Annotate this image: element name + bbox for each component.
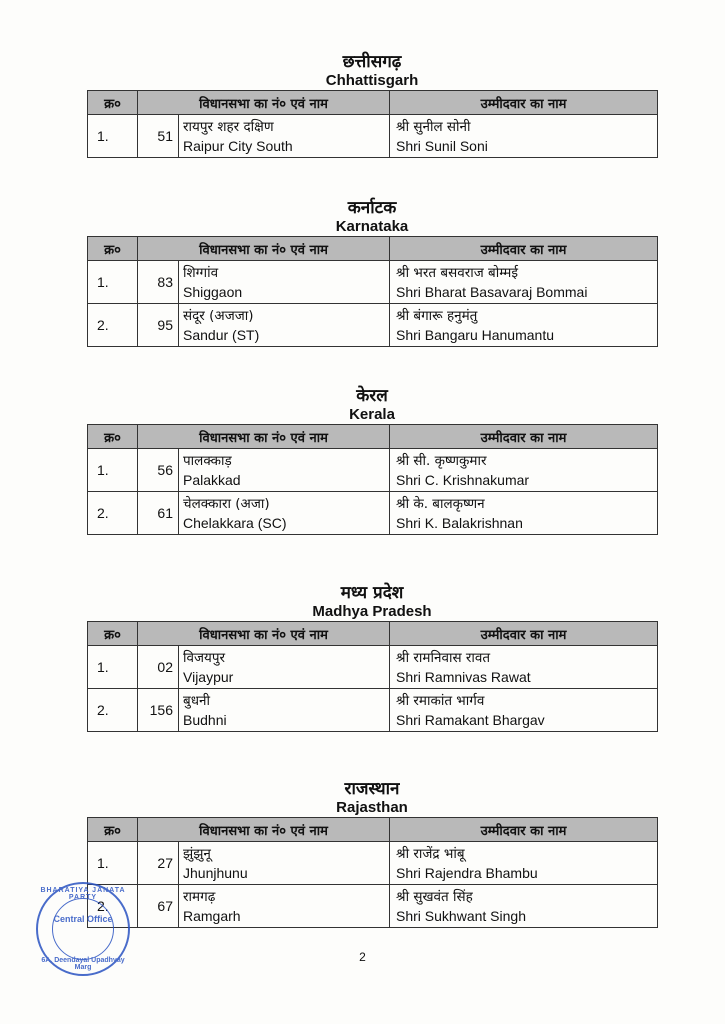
table-header-row	[88, 237, 658, 261]
header-candidate: उम्मीदवार का नाम	[390, 425, 658, 449]
constituency-name	[179, 689, 390, 732]
candidate-name-english: Shri Bharat Basavaraj Bommai	[396, 284, 588, 300]
serial-cell: 1.	[88, 842, 138, 885]
header-candidate: उम्मीदवार का नाम	[390, 622, 658, 646]
table-row	[88, 885, 658, 928]
serial-cell: 1.	[88, 646, 138, 689]
state-title-hindi: मध्य प्रदेश	[340, 583, 404, 603]
table-row	[88, 842, 658, 885]
candidate-name-hindi: श्री के. बालकृष्णन	[396, 496, 485, 512]
state-title-hindi: कर्नाटक	[347, 198, 397, 218]
candidate-name	[390, 885, 658, 928]
table-header-row	[88, 818, 658, 842]
constituency-number: 83	[138, 261, 179, 304]
header-candidate: उम्मीदवार का नाम	[390, 818, 658, 842]
constituency-number: 27	[138, 842, 179, 885]
candidate-name	[390, 689, 658, 732]
constituency-name-english: Shiggaon	[183, 284, 243, 300]
candidate-name	[390, 449, 658, 492]
table-header-row	[88, 91, 658, 115]
header-serial: क्र०	[88, 91, 138, 115]
candidate-name-english: Shri Rajendra Bhambu	[396, 865, 538, 881]
constituency-name-hindi: पालक्काड़	[183, 453, 232, 469]
candidate-name-hindi: श्री रमाकांत भार्गव	[396, 693, 485, 709]
candidate-name	[390, 261, 658, 304]
serial-cell: 2.	[88, 689, 138, 732]
constituency-number: 61	[138, 492, 179, 535]
serial-cell: 1.	[88, 449, 138, 492]
candidate-name-hindi: श्री रामनिवास रावत	[396, 650, 491, 666]
constituency-name-english: Vijaypur	[183, 669, 234, 685]
state-title-english: Karnataka	[335, 218, 409, 235]
candidate-table	[87, 817, 658, 928]
constituency-name-english: Raipur City South	[183, 138, 293, 154]
candidate-name	[390, 842, 658, 885]
constituency-name-hindi: बुधनी	[183, 693, 210, 709]
table-header-row	[88, 622, 658, 646]
constituency-name-hindi: रामगढ़	[183, 889, 216, 905]
table-row	[88, 689, 658, 732]
table-header-row	[88, 425, 658, 449]
constituency-name-english: Ramgarh	[183, 908, 241, 924]
state-title-english: Rajasthan	[336, 799, 408, 816]
table-row	[88, 646, 658, 689]
candidate-name-hindi: श्री राजेंद्र भांबू	[396, 846, 465, 862]
table-row	[88, 115, 658, 158]
candidate-name-english: Shri K. Balakrishnan	[396, 515, 523, 531]
candidate-name-english: Shri Bangaru Hanumantu	[396, 327, 555, 343]
state-section-karnataka	[87, 198, 657, 347]
constituency-number: 02	[138, 646, 179, 689]
header-candidate: उम्मीदवार का नाम	[390, 237, 658, 261]
constituency-name	[179, 842, 390, 885]
candidate-table	[87, 621, 658, 732]
state-title-english: Chhattisgarh	[325, 72, 419, 89]
table-row	[88, 449, 658, 492]
candidate-name-hindi: श्री सी. कृष्णकुमार	[396, 453, 487, 469]
page-number: 2	[359, 950, 366, 964]
header-constituency: विधानसभा का नं० एवं नाम	[138, 237, 390, 261]
serial-cell: 2.	[88, 885, 138, 928]
candidate-name-english: Shri C. Krishnakumar	[396, 472, 530, 488]
candidate-name	[390, 304, 658, 347]
state-title-hindi: राजस्थान	[344, 779, 400, 799]
constituency-name-english: Sandur (ST)	[183, 327, 260, 343]
candidate-name-english: Shri Sunil Soni	[396, 138, 488, 154]
state-title-english: Kerala	[349, 406, 395, 423]
serial-cell: 2.	[88, 304, 138, 347]
candidate-table	[87, 236, 658, 347]
constituency-name-hindi: रायपुर शहर दक्षिण	[183, 119, 274, 135]
state-title-hindi: छत्तीसगढ़	[342, 52, 402, 72]
constituency-name-english: Budhni	[183, 712, 227, 728]
constituency-name-english: Palakkad	[183, 472, 241, 488]
constituency-name-english: Chelakkara (SC)	[183, 515, 287, 531]
seal-center-text: Central Office	[53, 914, 113, 924]
state-section-madhya-pradesh	[87, 583, 657, 732]
constituency-number: 156	[138, 689, 179, 732]
header-serial: क्र०	[88, 818, 138, 842]
state-section-kerala	[87, 386, 657, 535]
serial-cell: 1.	[88, 261, 138, 304]
candidate-name	[390, 492, 658, 535]
candidate-name-hindi: श्री सुखवंत सिंह	[396, 889, 473, 905]
table-row	[88, 261, 658, 304]
constituency-name-hindi: शिग्गांव	[183, 265, 219, 281]
seal-bottom-text: 6A, Deendayal Upadhyay Marg	[41, 957, 125, 971]
constituency-name-english: Jhunjhunu	[183, 865, 248, 881]
state-section-rajasthan	[87, 779, 657, 928]
constituency-name-hindi: झुंझुनू	[183, 846, 211, 862]
state-title-hindi: केरल	[356, 386, 388, 406]
serial-cell: 1.	[88, 115, 138, 158]
candidate-table	[87, 90, 658, 158]
serial-cell: 2.	[88, 492, 138, 535]
header-constituency: विधानसभा का नं० एवं नाम	[138, 818, 390, 842]
candidate-name-english: Shri Sukhwant Singh	[396, 908, 526, 924]
constituency-name	[179, 115, 390, 158]
state-section-chhattisgarh	[87, 52, 657, 158]
table-row	[88, 304, 658, 347]
header-constituency: विधानसभा का नं० एवं नाम	[138, 622, 390, 646]
constituency-name-hindi: चेलक्कारा (अजा)	[183, 496, 270, 512]
constituency-name	[179, 646, 390, 689]
constituency-name	[179, 304, 390, 347]
header-constituency: विधानसभा का नं० एवं नाम	[138, 91, 390, 115]
header-serial: क्र०	[88, 622, 138, 646]
table-row	[88, 492, 658, 535]
constituency-name-hindi: संदूर (अजजा)	[183, 308, 254, 324]
constituency-name	[179, 885, 390, 928]
constituency-number: 95	[138, 304, 179, 347]
candidate-name	[390, 646, 658, 689]
header-serial: क्र०	[88, 237, 138, 261]
candidate-name-english: Shri Ramnivas Rawat	[396, 669, 531, 685]
constituency-name-hindi: विजयपुर	[183, 650, 226, 666]
candidate-name-hindi: श्री बंगारू हनुमंतु	[396, 308, 478, 324]
header-serial: क्र०	[88, 425, 138, 449]
header-constituency: विधानसभा का नं० एवं नाम	[138, 425, 390, 449]
constituency-number: 51	[138, 115, 179, 158]
constituency-name	[179, 449, 390, 492]
candidate-name-hindi: श्री सुनील सोनी	[396, 119, 471, 135]
candidate-name	[390, 115, 658, 158]
state-title-english: Madhya Pradesh	[312, 603, 432, 620]
constituency-name	[179, 261, 390, 304]
header-candidate: उम्मीदवार का नाम	[390, 91, 658, 115]
candidate-name-english: Shri Ramakant Bhargav	[396, 712, 545, 728]
seal-ring-text: BHARATIYA JANATA PARTY	[40, 887, 126, 901]
constituency-number: 67	[138, 885, 179, 928]
candidate-table	[87, 424, 658, 535]
constituency-number: 56	[138, 449, 179, 492]
constituency-name	[179, 492, 390, 535]
candidate-name-hindi: श्री भरत बसवराज बोम्मई	[396, 265, 518, 281]
